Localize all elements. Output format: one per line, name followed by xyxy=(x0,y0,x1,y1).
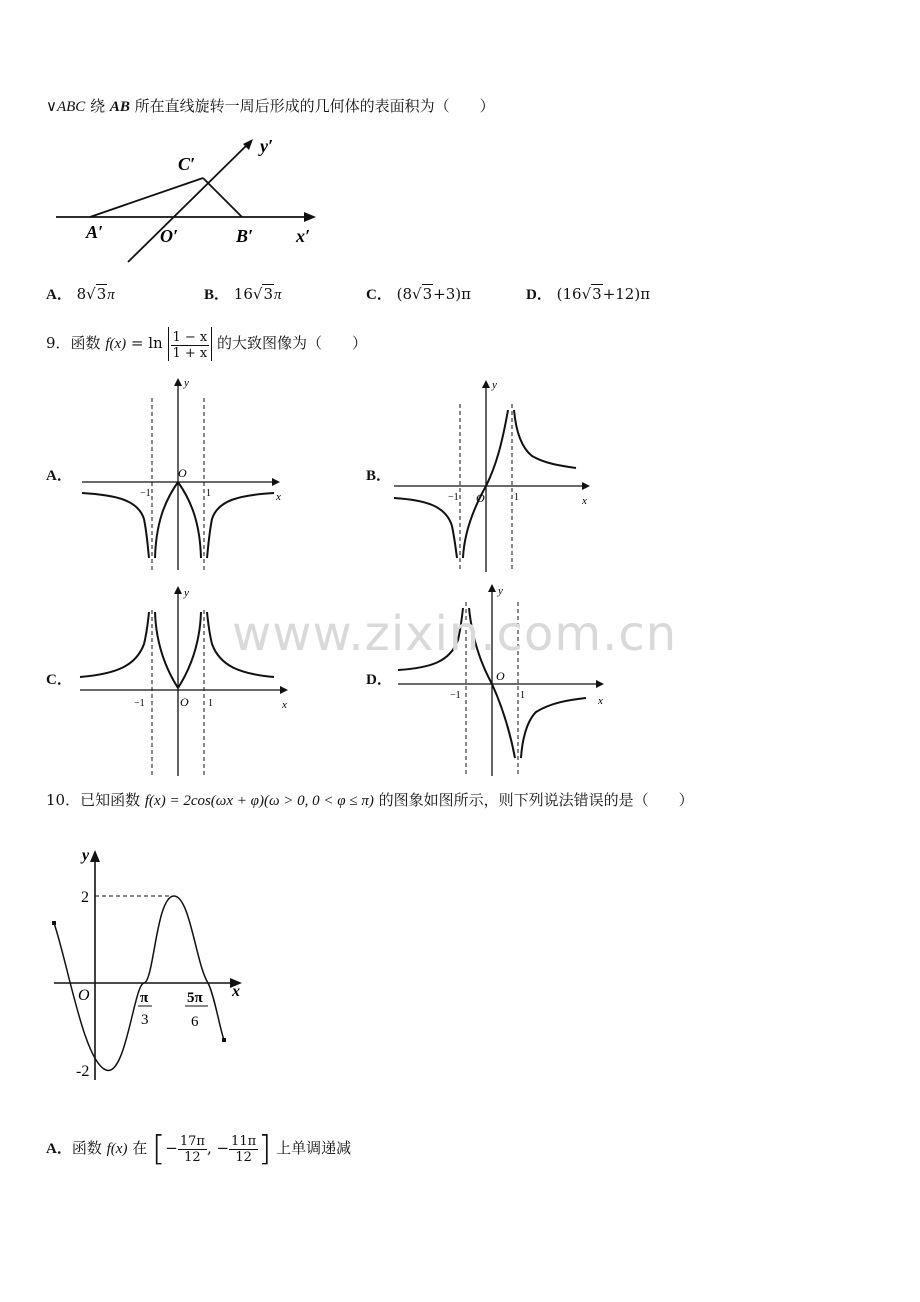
q8-label-a: A′ xyxy=(86,222,104,242)
q10-x-label: x xyxy=(232,983,240,1000)
q10-tick1-num: π xyxy=(140,990,149,1006)
q10-stem: 10．已知函数 f(x) = 2cos(ωx + φ)(ω > 0, 0 < φ ≤ π) 的图象如图所示，则下列说法错误的是（ ） xyxy=(46,791,694,809)
q8-label-o: O′ xyxy=(160,226,179,246)
q9d-neg1: −1 xyxy=(450,690,461,701)
q10-option-a[interactable]: A．函数 f(x) 在 [− $\frac{17\pi}{12}$ , − $\frac{11\pi}{12}$ ] 上单调递减 xyxy=(46,1129,352,1169)
q8-option-b[interactable]: B． 16√3π xyxy=(204,285,282,303)
q9-graph-a xyxy=(76,374,286,574)
q8-option-a[interactable]: A． 8√3π xyxy=(46,285,115,303)
q9d-x: x xyxy=(598,695,603,707)
q9c-x: x xyxy=(282,699,287,711)
q10-max-label: 2 xyxy=(81,889,89,906)
q9a-neg1: −1 xyxy=(140,488,151,499)
q9-option-b-label[interactable]: B． xyxy=(366,468,392,484)
q10-cosine-graph xyxy=(46,844,256,1084)
q9d-y: y xyxy=(498,585,503,597)
q9c-o: O xyxy=(180,695,189,709)
q9-graph-b xyxy=(390,376,600,576)
q9c-neg1: −1 xyxy=(134,698,145,709)
q9d-pos1: 1 xyxy=(520,690,525,701)
q8-label-x: x′ xyxy=(296,226,311,246)
q8-label-y: y′ xyxy=(260,136,274,156)
q9a-o: O xyxy=(178,466,187,480)
q9a-x: x xyxy=(276,491,281,503)
q9b-y: y xyxy=(492,379,497,391)
q9-option-c-label[interactable]: C． xyxy=(46,672,72,688)
q8-label-b: B′ xyxy=(236,226,254,246)
q9b-neg1: −1 xyxy=(448,492,459,503)
q10-tick1-den: 3 xyxy=(141,1012,149,1028)
q8-option-d[interactable]: D． (16√3+12)π xyxy=(526,285,651,303)
q10-tick2-den: 6 xyxy=(191,1014,199,1030)
q9b-pos1: 1 xyxy=(514,492,519,503)
q9c-pos1: 1 xyxy=(208,698,213,709)
q9b-o: O xyxy=(476,491,485,505)
q9-option-a-label[interactable]: A． xyxy=(46,468,72,484)
q8-option-c[interactable]: C． (8√3+3)π xyxy=(366,285,471,303)
q9-option-d-label[interactable]: D． xyxy=(366,672,392,688)
q9a-pos1: 1 xyxy=(206,488,211,499)
watermark: www.zixin.com.cn xyxy=(232,606,678,662)
q9b-x: x xyxy=(582,495,587,507)
q9d-o: O xyxy=(496,669,505,683)
q9c-y: y xyxy=(184,587,189,599)
q10-origin: O xyxy=(78,987,90,1004)
q9a-y: y xyxy=(184,377,189,389)
q10-min-label: -2 xyxy=(76,1063,90,1080)
q8-oblique-figure xyxy=(50,130,350,270)
q10-y-label: y xyxy=(82,847,90,864)
q8-label-c: C′ xyxy=(178,154,196,174)
q9-stem: 9．函数 f(x) = ln $\frac{1 - x}{1 + x}$ 的大致图像为（ ） xyxy=(46,326,367,361)
q8-stem: ∨ABC 绕 AB 所在直线旋转一周后形成的几何体的表面积为（ ） xyxy=(46,97,495,115)
q10-tick2-num: 5π xyxy=(187,990,203,1006)
